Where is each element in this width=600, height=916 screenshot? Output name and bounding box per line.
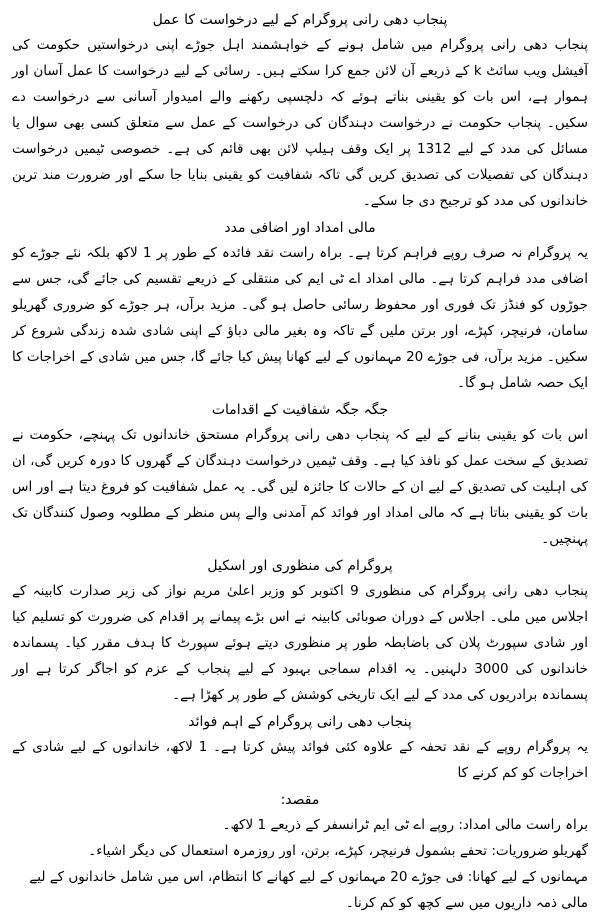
benefit-item-household: گھریلو ضروریات: تحفے بشمول فرنیچر، کپڑے، برتن، اور روزمرہ استعمال کی دیگر اشیاء۔ (88, 843, 588, 859)
financial-heading: مالی امداد اور اضافی مدد (224, 220, 376, 236)
benefits-intro: یہ پروگرام روپے کے نقد تحفہ کے علاوہ کئی فوائد پیش کرتا ہے۔ 1 لاکھ، خاندانوں کے لیے شادی کے اخراجات کو کم کرنے کا (12, 739, 589, 781)
article-title: پنجاب دھی رانی پروگرام کے لیے درخواست کا عمل (152, 12, 448, 28)
purpose-label: مقصد: (280, 792, 320, 808)
benefits-heading: پنجاب دھی رانی پروگرام کے اہم فوائد (188, 714, 412, 730)
transparency-heading: جگہ جگہ شفافیت کے اقدامات (211, 402, 389, 418)
approval-paragraph: پنجاب دھی رانی پروگرام کی منظوری 9 اکتوبر کو وزیر اعلیٰ مریم نواز کی زیر صدارت کابینہ کے اجلاس میں ملی۔ اجلاس کے دوران صوبائی کابینہ نے اس بڑے پیمانے پر اقدام کی ضرورت کو تسلیم کیا اور شادی سپورٹ پلان کی باضابطہ طور پر منظوری دیتے ہوئے سپورٹ کا ہدف مقرر کیا۔ پسماندہ خاندانوں کی 3000 دلہنیں۔ یہ اقدام سماجی بہبود کے لیے پنجاب کے عزم کو اجاگر کرتا ہے اور پسماندہ برادریوں کی مدد کے لیے ایک تاریخی کوشش کے طور پر کھڑا ہے۔ (12, 583, 589, 703)
intro-paragraph: پنجاب دھی رانی پروگرام میں شامل ہونے کے خواہشمند اہل جوڑے اپنی درخواستیں حکومت کی آفیشل ویب سائٹ k کے ذریعے آن لائن جمع کرا سکتے ہیں۔ رسائی کے لیے درخواست کا عمل آسان اور ہموار ہے، اس بات کو یقینی بناتے ہوئے کہ دلچسپی رکھنے والے امیدوار آسانی سے درخواست دے سکیں۔ پنجاب حکومت نے درخواست دہندگان کی درخواست کے عمل سے متعلق کسی بھی سوال یا مسائل کی مدد کے لیے 1312 پر ایک وقف ہیلپ لائن بھی قائم کی ہے۔ خصوصی ٹیمیں درخواست دہندگان کی تفصیلات کی تصدیق کریں گی تاکہ شفافیت کو یقینی بنایا جا سکے اور ضرورت مند ترین خاندانوں کی مدد کو ترجیح دی جا سکے۔ (12, 37, 588, 209)
benefit-item-cash: براہ راست مالی امداد: روپے اے ٹی ایم ٹرانسفر کے ذریعے 1 لاکھ۔ (222, 817, 588, 833)
benefit-item-meals: مہمانوں کے لیے کھانا: فی جوڑے 20 مہمانوں کے لیے کھانے کا انتظام، اس میں شامل خاندانوں کے لیے مالی ذمہ داریوں میں سے کچھ کو کم کرنا۔ (29, 869, 588, 911)
financial-paragraph: یہ پروگرام نہ صرف روپے فراہم کرتا ہے۔ براہ راست نقد فائدہ کے طور پر 1 لاکھ بلکہ نئے جوڑے کو اضافی مدد فراہم کرتا ہے۔ مالی امداد اے ٹی ایم کی منتقلی کے ذریعے تقسیم کی جائے گی، جس سے جوڑوں کو فنڈز تک فوری اور محفوظ رسائی حاصل ہو گی۔ مزید برآں، ہر جوڑے کو ضروری گھریلو سامان، فرنیچر، کپڑے، اور برتن ملیں گے تاکہ وہ بغیر مالی دباؤ کے اپنی شادی شدہ زندگی شروع کر سکیں۔ مزید برآں، فی جوڑے 20 مہمانوں کے لیے کھانا پیش کیا جائے گا، جس میں شادی کے اخراجات کا ایک حصہ شامل ہو گا۔ (12, 245, 588, 391)
approval-heading: پروگرام کی منظوری اور اسکیل (207, 558, 393, 574)
transparency-paragraph: اس بات کو یقینی بنانے کے لیے کہ پنجاب دھی رانی پروگرام مستحق خاندانوں تک پہنچے، حکومت نے تصدیق کے سخت عمل کو نافذ کیا ہے۔ وقف ٹیمیں درخواست دہندگان کے گھروں کا دورہ کریں گی، ان کی اہلیت کی تصدیق کے لیے ان کے حالات کا جائزہ لیں گی۔ یہ عمل شفافیت کو فروغ دیتا ہے اور اس بات کو یقینی بناتا ہے کہ مالی امداد اور فوائد کم آمدنی والے پس منظر کے مطلوبہ وصول کنندگان تک پہنچیں۔ (12, 427, 588, 547)
